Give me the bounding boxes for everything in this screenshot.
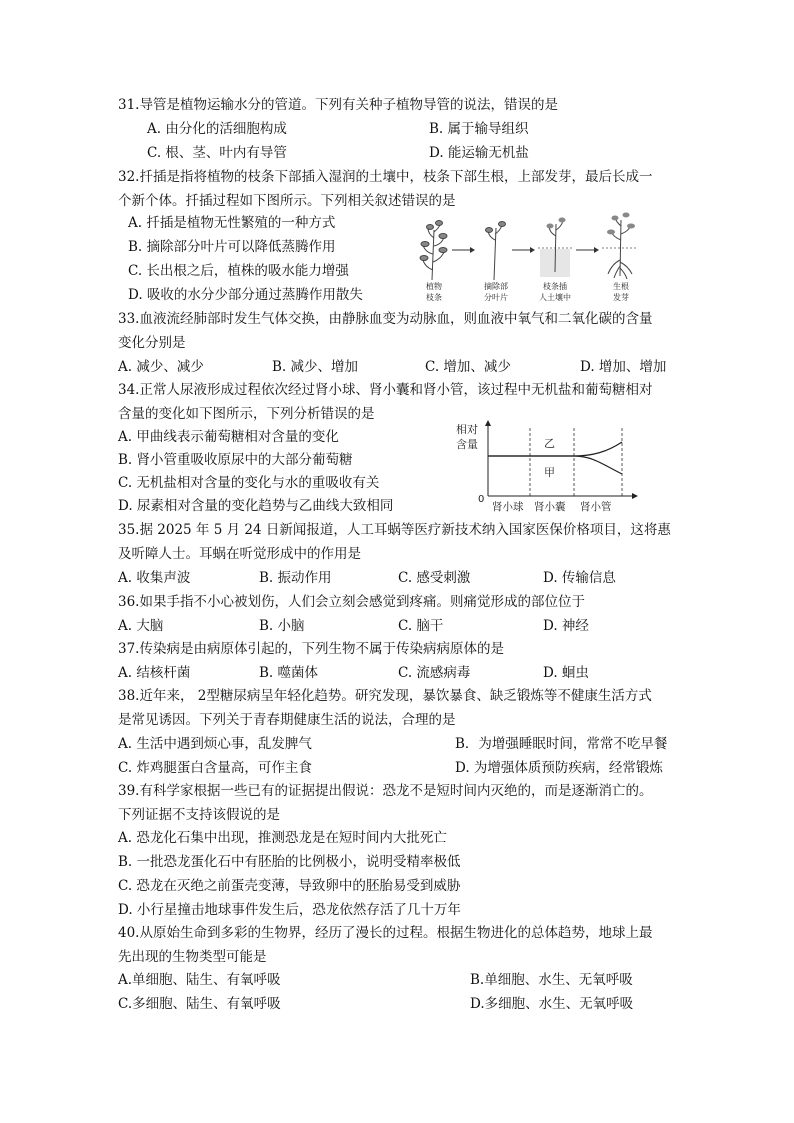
q34-option-b: B. 肾小管重吸收原尿中的大部分葡萄糖 <box>118 452 353 468</box>
q35-option-c: C. 感受刺激 <box>398 570 471 586</box>
q34-stem-line2: 含量的变化如下图所示，下列分析错误的是 <box>118 406 375 422</box>
x-tick-label: 肾小管 <box>580 501 612 513</box>
x-axis <box>488 493 638 499</box>
origin-label: 0 <box>478 494 485 505</box>
cutting-process-figure <box>412 210 652 306</box>
q40-option-b: B.单细胞、水生、无氧呼吸 <box>470 972 633 988</box>
q34-option-d: D. 尿素相对含量的变化趋势与乙曲线大致相同 <box>118 498 394 514</box>
q39-stem-line2: 下列证据不支持该假说的是 <box>118 807 280 823</box>
figure-label: 枝条插 <box>543 282 567 291</box>
branch-in-soil-icon <box>538 218 572 278</box>
q38-option-d: D. 为增强体质预防疾病，经常锻炼 <box>455 760 663 776</box>
q32-option-c: C. 长出根之后，植株的吸水能力增强 <box>128 263 349 279</box>
pruned-branch-icon <box>486 222 506 281</box>
q33-option-c: C. 增加、减少 <box>425 359 511 375</box>
q39-option-d: D. 小行星撞击地球事件发生后，恐龙依然存活了几十万年 <box>118 902 461 918</box>
q38-stem-line1: 38.近年来， 2型糖尿病呈年轻化趋势。研究发现，暴饮暴食、缺乏锻炼等不健康生活方式 <box>118 688 652 704</box>
q34-option-c: C. 无机盐相对含量的变化与水的重吸收有关 <box>118 475 380 491</box>
curve-jia <box>488 456 622 474</box>
y-axis-label: 含量 <box>456 438 478 451</box>
kidney-chart <box>452 418 642 514</box>
q36-option-a: A. 大脑 <box>118 618 164 634</box>
x-tick-label: 肾小球 <box>492 501 524 513</box>
q38-option-c: C. 炸鸡腿蛋白含量高，可作主食 <box>118 760 312 776</box>
figure-label: 发芽 <box>613 293 629 302</box>
q40-stem-line1: 40.从原始生命到多彩的生物界，经历了漫长的过程。根据生物进化的总体趋势，地球上最 <box>118 925 653 941</box>
curve-yi <box>488 442 622 456</box>
x-tick-label: 肾小囊 <box>534 501 566 513</box>
q40-stem-line2: 先出现的生物类型可能是 <box>118 949 267 965</box>
q33-stem-line1: 33.血液流经肺部时发生气体交换，由静脉血变为动脉血，则血液中氧气和二氧化碳的含量 <box>118 311 653 327</box>
q36-option-b: B. 小脑 <box>259 618 305 634</box>
q35-stem-line1: 35.据 2025 年 5 月 24 日新闻报道，人工耳蜗等医疗新技术纳入国家医保价格项目，这将惠 <box>118 522 671 538</box>
q39-option-b: B. 一批恐龙蛋化石中有胚胎的比例极小，说明受精率极低 <box>118 854 461 870</box>
y-axis-label: 相对 <box>456 423 478 436</box>
q32-option-b: B. 摘除部分叶片可以降低蒸腾作用 <box>128 239 336 255</box>
y-axis <box>485 420 491 496</box>
arrow-right-icon <box>576 247 599 253</box>
q32-option-a: A. 扦插是植物无性繁殖的一种方式 <box>128 215 336 231</box>
q35-option-a: A. 收集声波 <box>118 570 191 586</box>
figure-label: 摘除部 <box>484 282 508 291</box>
q40-option-d: D.多细胞、水生、无氧呼吸 <box>470 996 634 1012</box>
arrow-right-icon <box>452 247 475 253</box>
rooted-plant-icon <box>602 213 638 280</box>
q36-option-d: D. 神经 <box>543 618 589 634</box>
plant-branch-icon <box>420 221 447 281</box>
figure-label: 生根 <box>613 282 629 291</box>
q37-option-b: B. 噬菌体 <box>259 665 319 681</box>
curve-label-yi: 乙 <box>544 437 555 450</box>
q39-option-c: C. 恐龙在灭绝之前蛋壳变薄，导致卵中的胚胎易受到威胁 <box>118 878 461 894</box>
q31-option-d: D. 能运输无机盐 <box>429 145 529 161</box>
q33-option-d: D. 增加、增加 <box>580 359 667 375</box>
q35-option-d: D. 传输信息 <box>543 570 616 586</box>
q34-option-a: A. 甲曲线表示葡萄糖相对含量的变化 <box>118 429 339 445</box>
q36-stem: 36.如果手指不小心被划伤，人们会立刻会感觉到疼痛。则痛觉形成的部位位于 <box>118 594 585 610</box>
arrow-right-icon <box>512 247 535 253</box>
figure-label: 枝条 <box>426 293 442 302</box>
figure-label: 植物 <box>426 282 442 291</box>
q35-stem-line2: 及听障人士。耳蜗在听觉形成中的作用是 <box>118 546 361 562</box>
q38-stem-line2: 是常见诱因。下列关于青春期健康生活的说法，合理的是 <box>118 712 456 728</box>
q39-option-a: A. 恐龙化石集中出现，推测恐龙是在短时间内大批死亡 <box>118 830 447 846</box>
q33-option-b: B. 减少、增加 <box>272 359 359 375</box>
figure-label: 分叶片 <box>484 293 508 302</box>
q37-option-c: C. 流感病毒 <box>398 665 471 681</box>
q32-option-d: D. 吸收的水分少部分通过蒸腾作用散失 <box>128 287 363 303</box>
q39-stem-line1: 39.有科学家根据一些已有的证据提出假说：恐龙不是短时间内灭绝的，而是逐渐消亡的。 <box>118 783 653 799</box>
q33-stem-line2: 变化分别是 <box>118 335 186 351</box>
q34-stem-line1: 34.正常人尿液形成过程依次经过肾小球、肾小囊和肾小管，该过程中无机盐和葡萄糖相对 <box>118 382 653 398</box>
q35-option-b: B. 振动作用 <box>259 570 332 586</box>
q31-stem: 31.导管是植物运输水分的管道。下列有关种子植物导管的说法，错误的是 <box>118 97 558 113</box>
figure-label: 人土壤中 <box>539 293 571 302</box>
q40-option-a: A.单细胞、陆生、有氧呼吸 <box>118 972 281 988</box>
q31-option-b: B. 属于输导组织 <box>429 121 529 137</box>
curve-label-jia: 甲 <box>544 466 555 479</box>
q31-option-c: C. 根、茎、叶内有导管 <box>147 145 287 161</box>
q31-option-a: A. 由分化的活细胞构成 <box>147 121 287 137</box>
q32-stem-line2: 个新个体。扦插过程如下图所示。下列相关叙述错误的是 <box>118 193 456 209</box>
q38-option-b: B．为增强睡眠时间，常常不吃早餐 <box>455 736 668 752</box>
q36-option-c: C. 脑干 <box>398 618 444 634</box>
q37-option-a: A. 结核杆菌 <box>118 665 191 681</box>
q40-option-c: C.多细胞、陆生、有氧呼吸 <box>118 996 281 1012</box>
q32-stem-line1: 32.扦插是指将植物的枝条下部插入湿润的土壤中，枝条下部生根，上部发芽，最后长成一 <box>118 169 653 185</box>
q38-option-a: A. 生活中遇到烦心事，乱发脾气 <box>118 736 312 752</box>
q37-stem: 37.传染病是由病原体引起的，下列生物不属于传染病病原体的是 <box>118 641 504 657</box>
q37-option-d: D. 蛔虫 <box>543 665 589 681</box>
q33-option-a: A. 减少、减少 <box>118 359 204 375</box>
